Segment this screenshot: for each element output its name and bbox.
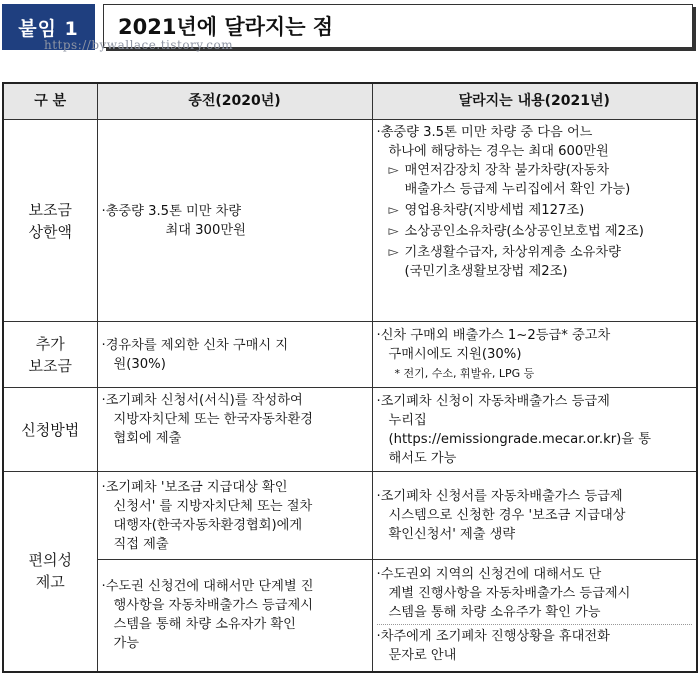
category-line: 상한액	[28, 222, 72, 241]
category-line: 추가	[35, 334, 65, 353]
sub-item-text: 기초생활수급자, 차상위계층 소유차량	[404, 245, 621, 260]
text-line: ·조기폐차 신청서를 자동차배출가스 등급제	[376, 489, 623, 504]
sub-item-text: 매연저감장치 장착 불가차량(자동차	[404, 163, 610, 178]
header-before: 종전(2020년)	[97, 83, 372, 120]
row-category	[3, 322, 97, 388]
footnote: * 전기, 수소, 휘발유, LPG 등	[394, 367, 535, 380]
url-text: (https://emissiongrade.mecar.or.kr)을 통	[388, 431, 651, 447]
arrow-bullet-icon: ▻	[388, 224, 399, 239]
sub-item-text: 배출가스 등급제 누리집에서 확인 가능)	[404, 182, 631, 197]
category-line: 제고	[35, 573, 65, 592]
watermark: https://bywallace.tistory.com	[44, 38, 234, 52]
header-after: 달라지는 내용(2021년)	[372, 83, 697, 120]
before-cell	[97, 388, 372, 472]
text-line: ·총중량 3.5톤 미만 차량 중 다음 어느	[376, 125, 593, 140]
text-line: ·신차 구매외 배출가스 1~2등급* 중고차	[376, 328, 611, 343]
text-line: 스템을 통해 차량 소유자가 확인	[113, 617, 296, 633]
changes-table	[2, 82, 698, 673]
text-line: 원(30%)	[113, 356, 166, 372]
sub-item	[377, 161, 693, 180]
after-cell	[372, 120, 697, 322]
category-line: 보조금	[28, 200, 72, 219]
before-cell	[97, 472, 372, 560]
text-line: ·조기폐차 '보조금 지급대상 확인	[101, 479, 288, 495]
page-title: 2021년에 달라지는 점	[103, 4, 693, 48]
sub-item-text: 소상공인소유차량(소상공인보호법 제2조)	[404, 224, 644, 239]
before-cell	[97, 560, 372, 672]
table-row	[3, 322, 697, 388]
arrow-bullet-icon: ▻	[388, 163, 399, 178]
table-header-row	[3, 83, 697, 120]
text-line: 행사항을 자동차배출가스 등급제시	[113, 598, 313, 614]
text-line: 계별 진행사항을 자동차배출가스 등급제시	[388, 586, 631, 602]
category-line: 편의성	[28, 551, 72, 570]
text-line: ·경유차를 제외한 신차 구매시 지	[101, 337, 289, 353]
text-line: ·총중량 3.5톤 미만 차량	[101, 203, 242, 219]
text-line: 하나에 해당하는 경우는 최대 600만원	[388, 144, 609, 159]
text-line: ·차주에게 조기폐차 진행상황을 휴대전화	[376, 629, 610, 645]
text-line: 해서도 가능	[388, 450, 457, 466]
table-row	[3, 120, 697, 322]
row-category	[3, 120, 97, 322]
after-cell	[372, 388, 697, 472]
text-line: 확인신청서' 제출 생략	[388, 527, 516, 542]
text-line: 누리집	[388, 412, 427, 428]
sub-item	[377, 243, 693, 262]
text-line: ·수도권외 지역의 신청건에 대해서도 단	[376, 567, 602, 583]
after-cell	[372, 560, 697, 672]
text-line: 시스템으로 신청한 경우 '보조금 지급대상	[388, 508, 626, 523]
text-line: 협회에 제출	[113, 431, 182, 446]
text-line: ·조기폐차 신청서(서식)를 작성하여	[101, 393, 303, 408]
attachment-badge: 붙임 1	[2, 4, 95, 50]
text-line: ·수도권 신청건에 대해서만 단계별 진	[101, 579, 314, 595]
sub-item	[377, 201, 693, 220]
text-line: 구매시에도 지원(30%)	[388, 347, 522, 362]
after-cell	[372, 322, 697, 388]
text-line: 대행자(한국자동차환경협회)에게	[113, 517, 303, 533]
category-line: 보조금	[28, 356, 72, 375]
table-row	[3, 472, 697, 560]
table-row	[3, 388, 697, 472]
header-category: 구 분	[3, 83, 97, 120]
text-line: 직접 제출	[113, 536, 169, 552]
text-line: 신청서' 를 지방자치단체 또는 절차	[113, 498, 313, 514]
text-line: 최대 300만원	[165, 222, 246, 238]
before-cell	[97, 322, 372, 388]
row-category: 신청방법	[3, 388, 97, 472]
text-line: 가능	[113, 636, 139, 652]
arrow-bullet-icon: ▻	[388, 245, 399, 260]
table-row	[3, 560, 697, 672]
text-line: 지방자치단체 또는 한국자동차환경	[113, 412, 313, 427]
text-line: 스템을 통해 차량 소유주가 확인 가능	[388, 605, 601, 621]
sub-item-text: (국민기초생활보장법 제2조)	[404, 264, 568, 279]
page-header	[2, 4, 696, 54]
sub-item-text: 영업용차량(지방세법 제127조)	[404, 203, 585, 218]
divider	[377, 624, 693, 625]
after-cell	[372, 472, 697, 560]
text-line: ·조기폐차 신청이 자동차배출가스 등급제	[376, 393, 610, 409]
row-category	[3, 472, 97, 672]
sub-item	[377, 222, 693, 241]
text-line: 문자로 안내	[388, 648, 457, 664]
arrow-bullet-icon: ▻	[388, 203, 399, 218]
before-cell	[97, 120, 372, 322]
